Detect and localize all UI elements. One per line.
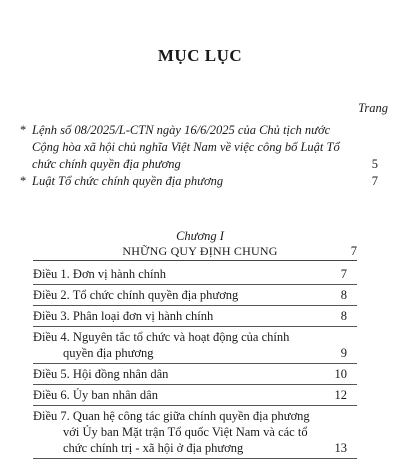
toc-item-text: Điều 7. Quan hệ công tác giữa chính quyền địa phương với Ủy ban Mặt trận Tổ quốc Việt Nam và các tổ chức chính trị - xã hội ở địa phương <box>33 409 310 455</box>
toc-item-page: 7 <box>340 267 347 281</box>
intro-item <box>20 173 388 190</box>
toc-item-text: Điều 1. Đơn vị hành chính <box>33 267 166 281</box>
toc-item <box>33 264 357 285</box>
toc-item-page: 12 <box>334 388 347 402</box>
toc-item-page: 10 <box>334 367 347 381</box>
toc-item <box>33 327 357 364</box>
toc-item-text: Điều 6. Ủy ban nhân dân <box>33 388 158 402</box>
toc-item <box>33 285 357 306</box>
intro-item <box>20 122 388 173</box>
divider <box>33 260 357 261</box>
toc-item-text: Điều 3. Phân loại đơn vị hành chính <box>33 309 214 323</box>
toc-item <box>33 364 357 385</box>
toc-item-page: 9 <box>340 346 347 360</box>
toc-item <box>33 385 357 406</box>
intro-item-page: 5 <box>371 157 378 171</box>
intro-item-text: Luật Tổ chức chính quyền địa phương <box>32 174 224 188</box>
toc-item-text: Điều 5. Hội đồng nhân dân <box>33 367 169 381</box>
toc-item-page: 13 <box>334 441 347 455</box>
chapter-title: NHỮNG QUY ĐỊNH CHUNG <box>122 244 278 258</box>
toc-item <box>33 306 357 327</box>
toc-item-page: 8 <box>340 309 347 323</box>
toc-item-text: Điều 2. Tổ chức chính quyền địa phương <box>33 288 239 302</box>
intro-item-text: Lệnh số 08/2025/L-CTN ngày 16/6/2025 của Chủ tịch nước Cộng hòa xã hội chủ nghĩa Việt Nam về việc công bố Luật Tổ chức chính quyền địa phương <box>32 123 340 171</box>
toc-item-text: Điều 4. Nguyên tắc tổ chức và hoạt động của chính quyền địa phương <box>33 330 290 360</box>
bullet-star: * <box>20 174 27 188</box>
chapter-page: 7 <box>350 244 357 258</box>
toc-item <box>33 406 357 459</box>
toc-item-page: 8 <box>340 288 347 302</box>
page-title: MỤC LỤC <box>157 46 243 65</box>
bullet-star: * <box>20 123 27 137</box>
chapter-label: Chương I <box>176 229 224 243</box>
intro-item-page: 7 <box>371 174 378 188</box>
page-column-header: Trang <box>358 101 388 115</box>
toc-list <box>33 264 357 459</box>
